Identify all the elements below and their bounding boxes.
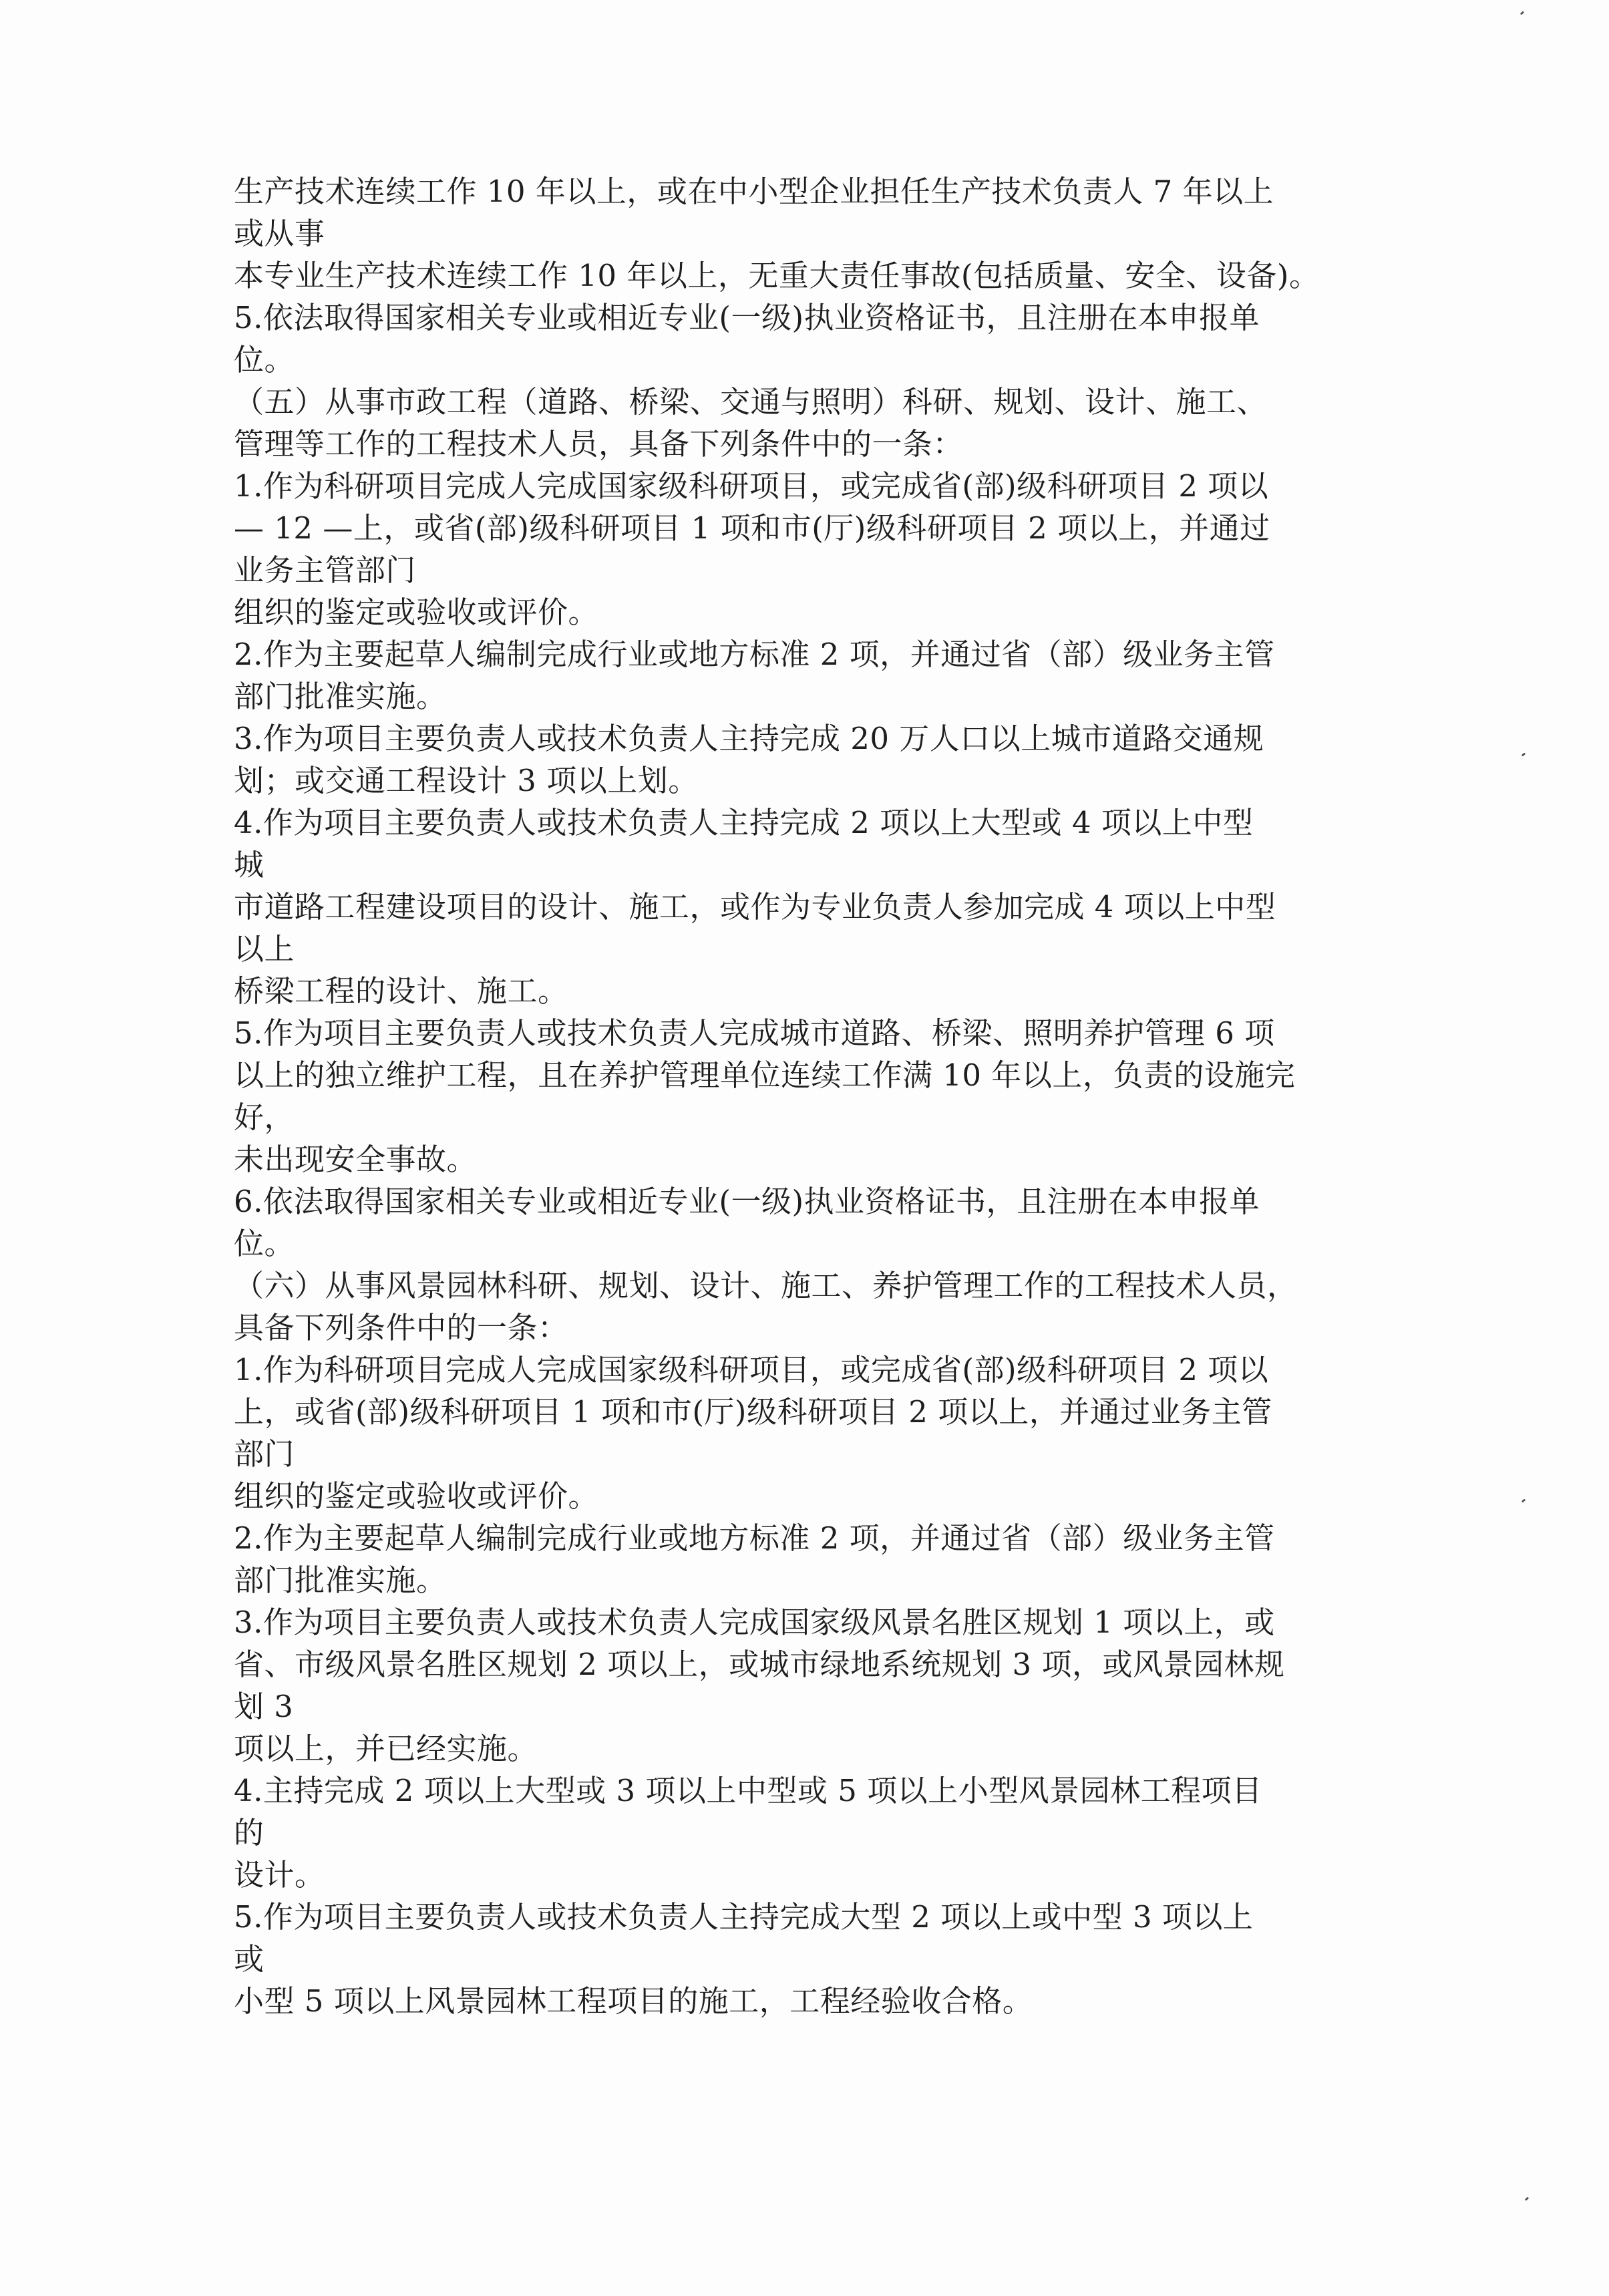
text-line: 划；或交通工程设计 3 项以上划。 — [234, 763, 699, 798]
text-line: 以上的独立维护工程，且在养护管理单位连续工作满 10 年以上，负责的设施完 — [234, 1057, 1296, 1093]
scan-speck-top-right — [1520, 11, 1525, 15]
text-line: 桥梁工程的设计、施工。 — [234, 973, 568, 1009]
text-line: 部门 — [234, 1436, 295, 1472]
text-line: 1.作为科研项目完成人完成国家级科研项目，或完成省(部)级科研项目 2 项以 — [234, 468, 1269, 504]
text-line: 生产技术连续工作 10 年以上，或在中小型企业担任生产技术负责人 7 年以上 — [234, 174, 1274, 209]
text-line: 部门批准实施。 — [234, 679, 447, 714]
text-line: 市道路工程建设项目的设计、施工，或作为专业负责人参加完成 4 项以上中型 — [234, 889, 1276, 925]
text-line: 未出现安全事故。 — [234, 1142, 478, 1177]
text-line: 5.作为项目主要负责人或技术负责人完成城市道路、桥梁、照明养护管理 6 项 — [234, 1015, 1275, 1051]
text-line: 或从事 — [234, 216, 325, 251]
scan-speck-bottom-right — [1525, 2196, 1530, 2200]
text-line: 部门批准实施。 — [234, 1563, 447, 1598]
document-body — [234, 170, 1396, 2022]
text-line: 小型 5 项以上风景园林工程项目的施工，工程经验收合格。 — [234, 1983, 1033, 2019]
text-line: （五）从事市政工程（道路、桥梁、交通与照明）科研、规划、设计、施工、 — [234, 384, 1268, 420]
text-line: 业务主管部门 — [234, 552, 417, 588]
text-line: 具备下列条件中的一条： — [234, 1310, 568, 1345]
text-line: 1.作为科研项目完成人完成国家级科研项目，或完成省(部)级科研项目 2 项以 — [234, 1352, 1269, 1387]
text-line: （六）从事风景园林科研、规划、设计、施工、养护管理工作的工程技术人员， — [234, 1268, 1298, 1303]
text-line: 管理等工作的工程技术人员，具备下列条件中的一条： — [234, 426, 964, 462]
text-line: 好， — [234, 1100, 295, 1135]
text-line: 上，或省(部)级科研项目 1 项和市(厅)级科研项目 2 项以上，并通过业务主管 — [234, 1394, 1272, 1430]
text-line: 设计。 — [234, 1857, 325, 1893]
text-line: — 12 —上，或省(部)级科研项目 1 项和市(厅)级科研项目 2 项以上，并通过 — [234, 510, 1270, 546]
text-line: 项以上，并已经实施。 — [234, 1731, 538, 1766]
text-line: 或 — [234, 1941, 264, 1977]
text-line: 组织的鉴定或验收或评价。 — [234, 595, 599, 630]
text-line: 城 — [234, 847, 264, 882]
text-line: 5.作为项目主要负责人或技术负责人主持完成大型 2 项以上或中型 3 项以上 — [234, 1899, 1254, 1935]
text-line: 本专业生产技术连续工作 10 年以上，无重大责任事故(包括质量、安全、设备)。 — [234, 258, 1320, 293]
text-line: 省、市级风景名胜区规划 2 项以上，或城市绿地系统规划 3 项，或风景园林规 — [234, 1647, 1285, 1682]
text-line: 5.依法取得国家相关专业或相近专业(一级)执业资格证书，且注册在本申报单 — [234, 300, 1260, 335]
text-line: 以上 — [234, 931, 295, 967]
text-line: 划 3 — [234, 1689, 294, 1724]
text-line: 位。 — [234, 1226, 295, 1261]
text-line: 2.作为主要起草人编制完成行业或地方标准 2 项，并通过省（部）级业务主管 — [234, 637, 1275, 672]
scan-speck-right-2 — [1522, 1498, 1526, 1502]
text-line: 3.作为项目主要负责人或技术负责人主持完成 20 万人口以上城市道路交通规 — [234, 721, 1264, 756]
text-line: 位。 — [234, 342, 295, 377]
text-line: 4.主持完成 2 项以上大型或 3 项以上中型或 5 项以上小型风景园林工程项目 — [234, 1773, 1262, 1808]
text-line: 2.作为主要起草人编制完成行业或地方标准 2 项，并通过省（部）级业务主管 — [234, 1520, 1275, 1556]
text-line: 6.依法取得国家相关专业或相近专业(一级)执业资格证书，且注册在本申报单 — [234, 1184, 1260, 1219]
scan-speck-right-1 — [1522, 752, 1526, 756]
text-line: 4.作为项目主要负责人或技术负责人主持完成 2 项以上大型或 4 项以上中型 — [234, 805, 1254, 840]
text-line: 的 — [234, 1815, 264, 1850]
text-line: 3.作为项目主要负责人或技术负责人完成国家级风景名胜区规划 1 项以上，或 — [234, 1605, 1275, 1640]
text-line: 组织的鉴定或验收或评价。 — [234, 1478, 599, 1514]
